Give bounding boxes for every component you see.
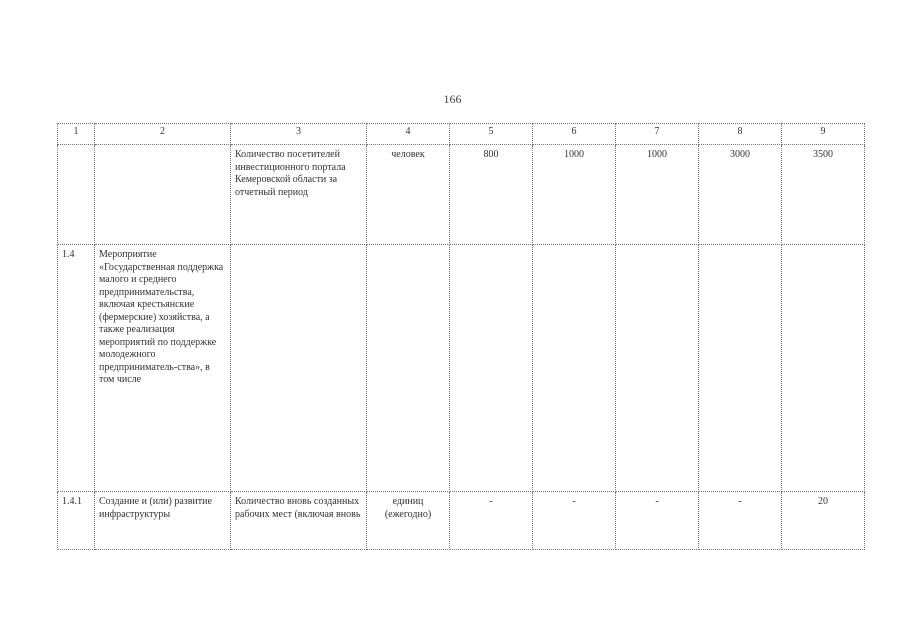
row-number: 1.4.1 bbox=[58, 492, 95, 550]
value-cell-8 bbox=[699, 245, 782, 492]
header-cell-6: 6 bbox=[533, 124, 616, 145]
table-row bbox=[58, 492, 865, 550]
header-cell-1: 1 bbox=[58, 124, 95, 145]
value-cell-5: - bbox=[450, 492, 533, 550]
indicator-cell bbox=[231, 245, 367, 492]
unit-cell bbox=[367, 245, 450, 492]
activity-cell: Создание и (или) развитие инфраструктуры bbox=[95, 492, 231, 550]
row-number: 1.4 bbox=[58, 245, 95, 492]
value-cell-8: 3000 bbox=[699, 145, 782, 245]
value-cell-8: - bbox=[699, 492, 782, 550]
table-row bbox=[58, 145, 865, 245]
header-cell-7: 7 bbox=[616, 124, 699, 145]
header-cell-2: 2 bbox=[95, 124, 231, 145]
value-cell-7: 1000 bbox=[616, 145, 699, 245]
indicator-cell: Количество посетителей инвестиционного портала Кемеровской области за отчетный период bbox=[231, 145, 367, 245]
header-cell-4: 4 bbox=[367, 124, 450, 145]
table-header-row bbox=[58, 124, 865, 145]
value-cell-5: 800 bbox=[450, 145, 533, 245]
unit-cell: единиц (ежегодно) bbox=[367, 492, 450, 550]
activity-cell: Мероприятие «Государственная поддержка малого и среднего предпринимательства, включая крестьянские (фермерские) хозяйства, а также реализация мероприятий по поддержке молодежного предприниматель-ства», в том числе bbox=[95, 245, 231, 492]
indicator-cell: Количество вновь созданных рабочих мест (включая вновь bbox=[231, 492, 367, 550]
page-number: 166 bbox=[443, 92, 462, 106]
value-cell-7 bbox=[616, 245, 699, 492]
value-cell-9: 20 bbox=[782, 492, 865, 550]
header-cell-8: 8 bbox=[699, 124, 782, 145]
header-cell-3: 3 bbox=[231, 124, 367, 145]
value-cell-7: - bbox=[616, 492, 699, 550]
value-cell-5 bbox=[450, 245, 533, 492]
value-cell-6 bbox=[533, 245, 616, 492]
value-cell-9: 3500 bbox=[782, 145, 865, 245]
value-cell-6: 1000 bbox=[533, 145, 616, 245]
header-cell-9: 9 bbox=[782, 124, 865, 145]
document-table bbox=[57, 123, 865, 550]
header-cell-5: 5 bbox=[450, 124, 533, 145]
activity-cell bbox=[95, 145, 231, 245]
value-cell-6: - bbox=[533, 492, 616, 550]
value-cell-9 bbox=[782, 245, 865, 492]
table-row bbox=[58, 245, 865, 492]
row-number bbox=[58, 145, 95, 245]
unit-cell: человек bbox=[367, 145, 450, 245]
